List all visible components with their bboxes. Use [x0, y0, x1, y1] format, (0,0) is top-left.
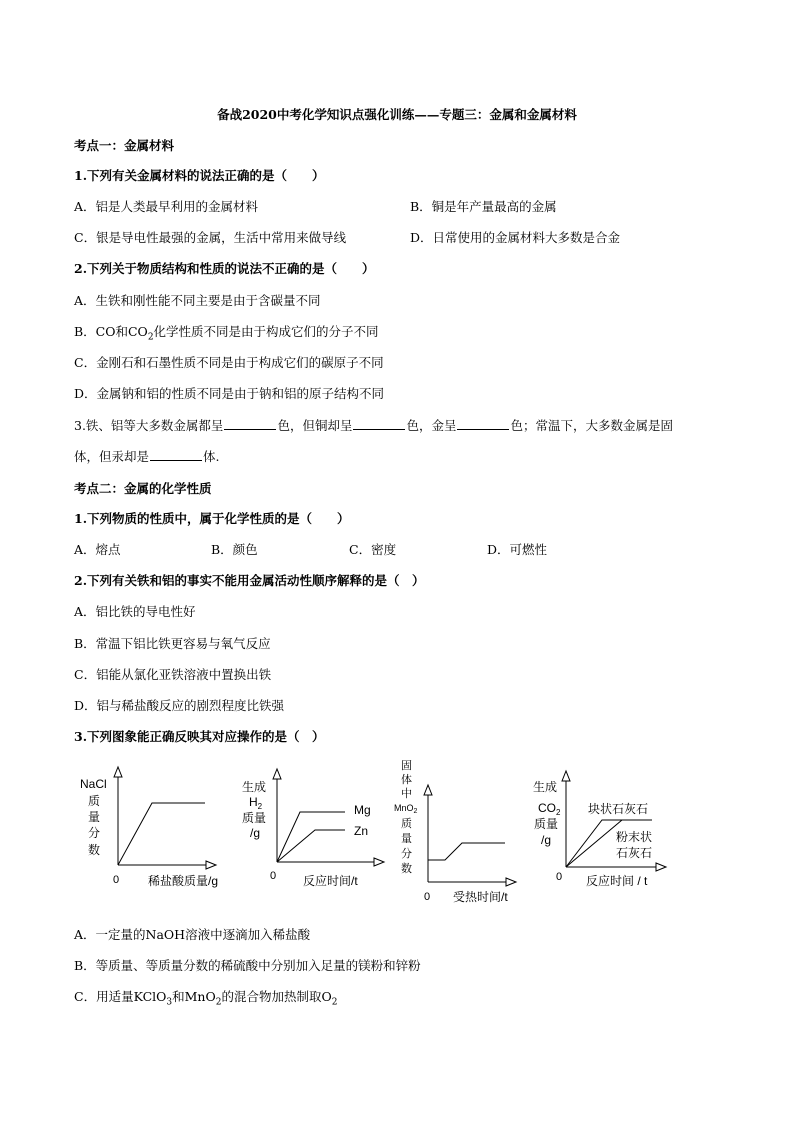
question-stem: 3.下列图象能正确反映其对应操作的是（ ） — [74, 729, 325, 744]
section-heading-1: 考点一：金属材料 — [74, 138, 175, 153]
option-d: D．铝与稀盐酸反应的剧烈程度比铁强 — [74, 698, 285, 713]
option-b: B．常温下铝比铁更容易与氧气反应 — [74, 636, 271, 651]
graph-ylabel: 数 — [401, 863, 412, 875]
graph-origin: 0 — [270, 870, 277, 882]
question-stem: 2.下列有关铁和铝的事实不能用金属活动性顺序解释的是（ ） — [74, 573, 425, 588]
option-d: D．日常使用的金属材料大多数是合金 — [410, 230, 621, 245]
option-c: C．用适量KClO$_3$和MnO$_2$的混合物加热制取$O_2$ — [74, 989, 338, 1008]
question-stem: 1.下列物质的性质中，属于化学性质的是（ ） — [74, 511, 350, 526]
graph-ylabel: 生成 — [533, 780, 558, 794]
graph-h2 — [242, 769, 384, 888]
y-axis-arrow — [424, 785, 432, 795]
question-stem: 1.下列有关金属材料的说法正确的是（ ） — [74, 168, 325, 183]
graph-nacl — [80, 767, 218, 888]
graph-xlabel: 反应时间/t — [303, 874, 358, 888]
graph-ylabel: /g — [250, 826, 261, 840]
option-a: A．铝是人类最早利用的金属材料 — [74, 199, 259, 214]
graph-co2 — [533, 771, 666, 888]
blank-line[interactable] — [150, 449, 202, 461]
option-b: B．铜是年产量最高的金属 — [410, 199, 557, 214]
graph-ylabel: MnO$_2$ — [394, 803, 418, 815]
x-axis-arrow — [374, 858, 384, 866]
x-axis-arrow — [506, 878, 516, 886]
fill-blank-question: 3.铁、铝等大多数金属都呈 色，但铜却呈 色，金呈 色；常温下，大多数金属是固 — [74, 418, 673, 433]
option-c: C．铝能从氯化亚铁溶液中置换出铁 — [74, 667, 272, 682]
graph-ylabel: /g — [541, 833, 552, 847]
option-b: B．颜色 — [211, 542, 258, 557]
curve-label: 石灰石 — [616, 846, 653, 860]
graph-xlabel: 反应时间 / t — [586, 874, 648, 888]
option-a: A．铝比铁的导电性好 — [74, 604, 196, 619]
graph-ylabel: 数 — [88, 843, 101, 857]
y-axis-arrow — [114, 767, 122, 777]
graph-ylabel: 体 — [401, 774, 412, 786]
graph-ylabel: 量 — [88, 810, 101, 824]
graph-ylabel: 生成 — [242, 780, 267, 794]
graphs-figure — [0, 755, 794, 915]
graph-curve — [428, 843, 505, 860]
y-axis-arrow — [562, 771, 570, 781]
curve-label: 粉末状 — [616, 830, 653, 844]
option-a: A．熔点 — [74, 542, 121, 557]
x-axis-arrow — [656, 863, 666, 871]
graph-ylabel: 分 — [88, 826, 101, 840]
graph-curve — [118, 803, 205, 865]
graph-origin: 0 — [424, 891, 431, 903]
blank-line[interactable] — [353, 418, 405, 430]
graph-ylabel: 质量 — [242, 811, 267, 825]
fill-blank-question-cont: 体，但汞却是 体. — [74, 449, 220, 464]
blank-line[interactable] — [224, 418, 276, 430]
option-a: A．一定量的NaOH溶液中逐滴加入稀盐酸 — [74, 927, 311, 942]
graph-ylabel: NaCl — [80, 777, 107, 791]
graph-curve-mg — [277, 812, 345, 862]
section-heading-2: 考点二：金属的化学性质 — [74, 481, 212, 496]
graph-mno2 — [394, 759, 516, 904]
graph-ylabel: 质 — [88, 794, 101, 808]
curve-label: 块状石灰石 — [588, 802, 649, 816]
option-c: C．银是导电性最强的金属，生活中常用来做导线 — [74, 230, 347, 245]
graph-origin: 0 — [556, 871, 563, 883]
graph-ylabel: 质 — [401, 818, 412, 830]
question-stem: 2.下列关于物质结构和性质的说法不正确的是（ ） — [74, 261, 375, 276]
option-d: D．金属钠和铝的性质不同是由于钠和铝的原子结构不同 — [74, 386, 385, 401]
graph-curve-zn — [277, 830, 345, 862]
option-b: B．CO和$CO_2$化学性质不同是由于构成它们的分子不同 — [74, 324, 379, 343]
graph-origin: 0 — [113, 874, 120, 886]
graph-ylabel: 质量 — [534, 817, 559, 831]
option-a: A．生铁和刚性能不同主要是由于含碳量不同 — [74, 293, 321, 308]
graph-ylabel: 中 — [401, 788, 412, 800]
option-c: C．金刚石和石墨性质不同是由于构成它们的碳原子不同 — [74, 355, 384, 370]
option-d: D．可燃性 — [487, 542, 548, 557]
y-axis-arrow — [273, 769, 281, 779]
curve-label: Mg — [354, 803, 371, 817]
graph-ylabel: 固 — [401, 760, 412, 772]
graph-ylabel: $H_2$ — [249, 795, 263, 811]
graph-ylabel: 分 — [401, 848, 412, 860]
graph-xlabel: 受热时间/t — [453, 890, 508, 904]
blank-line[interactable] — [457, 418, 509, 430]
graph-ylabel: $CO_2$ — [538, 801, 561, 817]
option-b: B．等质量、等质量分数的稀硫酸中分别加入足量的镁粉和锌粉 — [74, 958, 421, 973]
option-c: C．密度 — [349, 542, 397, 557]
graph-xlabel: 稀盐酸质量/g — [148, 874, 219, 888]
graph-ylabel: 量 — [401, 833, 412, 845]
page-title: 备战2020中考化学知识点强化训练——专题三：金属和金属材料 — [217, 107, 577, 122]
curve-label: Zn — [354, 824, 369, 838]
x-axis-arrow — [206, 861, 216, 869]
